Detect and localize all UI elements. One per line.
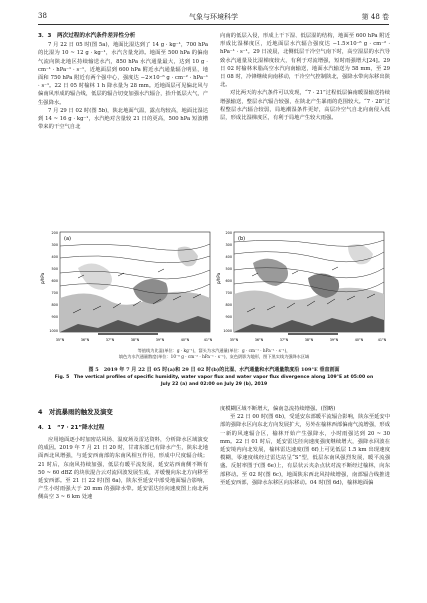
x-tick: 40°N [354, 338, 364, 342]
panel-a [40, 231, 213, 342]
figure-5-svg [38, 228, 390, 346]
paragraph: 向南的低层入侵，形成上干下湿、低层湿的结构，地面至 600 hPa 附近形成比湿梯度区，近地面层水汽辐合强度达 −1.5×10⁻⁶ g · cm⁻² · hPa⁻¹ · s⁻¹。29 日凌晨，北侧低层干冷空气南下时，高空湿层的水汽导致水汽通量及比湿梯度较大，有利于对流增强，短时雨强增大[24]。29 日 02 时榆林米脂高空水汽向南输送，地面水汽输送为 58 mm，至 29 日 08 时，冷锋继续向南移动，干冷空气控制陕北，强降水带向东移出陕北。 [220, 33, 390, 89]
right-column-upper [220, 32, 390, 122]
x-tick: 38°N [130, 338, 140, 342]
section-3-3-heading: 3．3 两次过程的水汽条件差异性分析 [38, 33, 136, 39]
y-tick: 300 [51, 243, 58, 247]
y-tick: 900 [225, 315, 232, 319]
legend-line: 填色为水汽通量散度(单位：10⁻⁶ g · cm⁻² · hPa⁻¹ · s⁻¹)，灰色阴影为地形，图下黑实线为强降水区域 [118, 354, 310, 359]
x-tick: 39°N [329, 338, 339, 342]
x-tick: 38°N [304, 338, 314, 342]
y-axis-label: p/hPa [216, 272, 221, 284]
journal-title: 气象与环境科学 [189, 13, 238, 21]
x-tick: 37°N [105, 338, 115, 342]
page-header [38, 10, 389, 25]
paragraph: 应用地面逐小时加密站风场、温度场及雷达资料，分析降水区域演变的成因。2019 年 7 月 21 日 20 时，甘肃东部已有降水产生，陕东北地面西北风增强，与延安西南部的东南风相互作用，形成中尺度辐合线；21 时后，东南风持续加强，低层有暖平流发展，延安站西南侧不断有 50 ~ 60 dBZ 的块状混合云对流回波发展生成，并缓慢向东北方向移至延安西部。至 21 日 22 时(图 6a)，陕东至延安中部受地面辐合影响，产生小时雨强大于 20 mm 的强降水带。延安雷达径向速度图上南北两侧高空 3 ~ 6 km 处速 [38, 437, 208, 501]
x-tick: 40°N [180, 338, 190, 342]
y-axis-label: p/hPa [40, 272, 45, 284]
x-tick: 35°N [229, 338, 239, 342]
panel-b-label: (b) [238, 236, 246, 242]
x-tick: 39°N [155, 338, 165, 342]
x-tick: 41°N [377, 338, 387, 342]
panel-a-label: (a) [64, 236, 71, 242]
y-tick: 500 [51, 267, 58, 271]
section-4-heading: 4 对流暴雨的触发及演变 [38, 408, 113, 416]
x-tick: 35°N [55, 338, 65, 342]
x-tick: 36°N [254, 338, 264, 342]
left-column-lower [38, 436, 208, 502]
caption-en: Fig. 5 The vertical profiles of specific humidity, water vapor flux and water vapor flux divergence along 109°E at 05:00 on [54, 375, 374, 381]
paragraph: 对比两天的水汽条件可以发现，“7 · 21”过程低层偏南暖湿输送持续增强输送，整层水汽辐合较强，在陕北产生暴雨的范围较大。“7 · 28”过程整层水汽辐合较弱，局地潮湿条件更好，高层冷空气自北向南侵入低层，形成比湿梯度区，有利于局地产生较大雨强。 [220, 90, 390, 122]
paragraph: 7 月 29 日 02 时(图 5b)，陕北地面气温，露点均较高，地面比湿达到 14 ~ 16 g · kg⁻¹，水汽绝对含量较 21 日的更高，500 hPa 短波槽带来的干空气自北 [38, 107, 208, 131]
page-number: 38 [38, 12, 47, 20]
section-4-1-heading: 4．1 “7 · 21”降水过程 [38, 425, 105, 431]
x-tick: 41°N [203, 338, 213, 342]
paragraph: 至 22 日 00 时(图 6b)，受延安东部暖平流辐合影响，陕东至延安中部的强降水区向东北方向发展扩大，另外在榆林西部偏南气流增强，形成一新的风速辐合区，榆林开始产生强降水，小时雨强达到 20 ~ 30 mm。22 日 01 时后，延安雷达径向速度强度继续增大，强降水回波在延安境内向北发展，榆林雷达速度(图 6f)上可见低层 1.5 km 出现速度模糊，零速度线经过雷达站呈“S”型，低层东南风强烈发展，暖平流强盛。反射率图于(图 6e)上，有层状云夹杂点状对流不断经过榆林，向东部移动。至 02 时(图 6c)，地面陕东西北风持续增强，南部辐合线推进至延安西部，强降水东移区向东移动。04 时(图 6d)，榆林地面偏 [220, 414, 390, 486]
y-tick: 800 [51, 303, 58, 307]
y-tick: 600 [225, 279, 232, 283]
panel-b [216, 231, 387, 342]
volume-label: 第 48 卷 [361, 13, 389, 21]
y-tick: 200 [51, 231, 58, 235]
y-tick: 400 [51, 255, 58, 259]
figure-5 [38, 228, 390, 346]
right-column-lower [220, 405, 390, 487]
y-tick: 300 [225, 243, 232, 247]
y-tick: 500 [225, 267, 232, 271]
y-tick: 800 [225, 303, 232, 307]
left-column-upper [38, 32, 208, 131]
y-tick: 700 [51, 291, 58, 295]
paragraph: 7 月 22 日 05 时(图 5a)，地面比湿达到了 14 g · kg⁻¹，700 hPa 的比湿为 10 ~ 12 g · kg⁻¹，水汽含量充沛。地面至 500 hPa 的偏南气流向陕北地区持续输送水汽，850 hPa 水汽通量最大，达到 10 g · cm⁻¹ · hPa⁻¹ · s⁻¹，近地面层到 600 hPa 附近水汽通量辐合明显，地面和 750 hPa 附近有两个强中心，强度达 −2×10⁻⁶ g · cm⁻² · hPa⁻¹ · s⁻¹。22 日 05 时榆林 1 h 降水量为 28 mm。近地面层可见偏北风与偏南风形成的辐合线，低层的辐合切变加强水汽辐合，抬升低层大气，产生强降水。 [38, 42, 208, 106]
y-tick: 200 [225, 231, 232, 235]
legend-line: 等值线为比湿(单位：g · kg⁻¹)，箭头为水汽通量(单位：g · cm⁻¹ · hPa⁻¹ · s⁻¹)， [137, 348, 291, 353]
y-tick: 600 [51, 279, 58, 283]
x-tick: 37°N [279, 338, 289, 342]
figure-caption [38, 367, 390, 389]
figure-legend [38, 348, 390, 360]
caption-cn: 图 5 2019 年 7 月 22 日 05 时(a)和 29 日 02 时(b)的比湿、水汽通量和水汽通量散度沿 109°E 垂直剖面 [88, 367, 340, 373]
y-tick: 1000 [49, 329, 58, 333]
y-tick: 900 [51, 315, 58, 319]
paragraph: 度模糊区域不断增大，偏南急流持续增强。(图略) [220, 406, 336, 412]
caption-en: July 22 (a) and 02:00 on July 29 (b), 2019 [160, 382, 268, 388]
y-tick: 400 [225, 255, 232, 259]
x-tick: 36°N [80, 338, 90, 342]
y-tick: 700 [225, 291, 232, 295]
y-tick: 1000 [223, 329, 232, 333]
